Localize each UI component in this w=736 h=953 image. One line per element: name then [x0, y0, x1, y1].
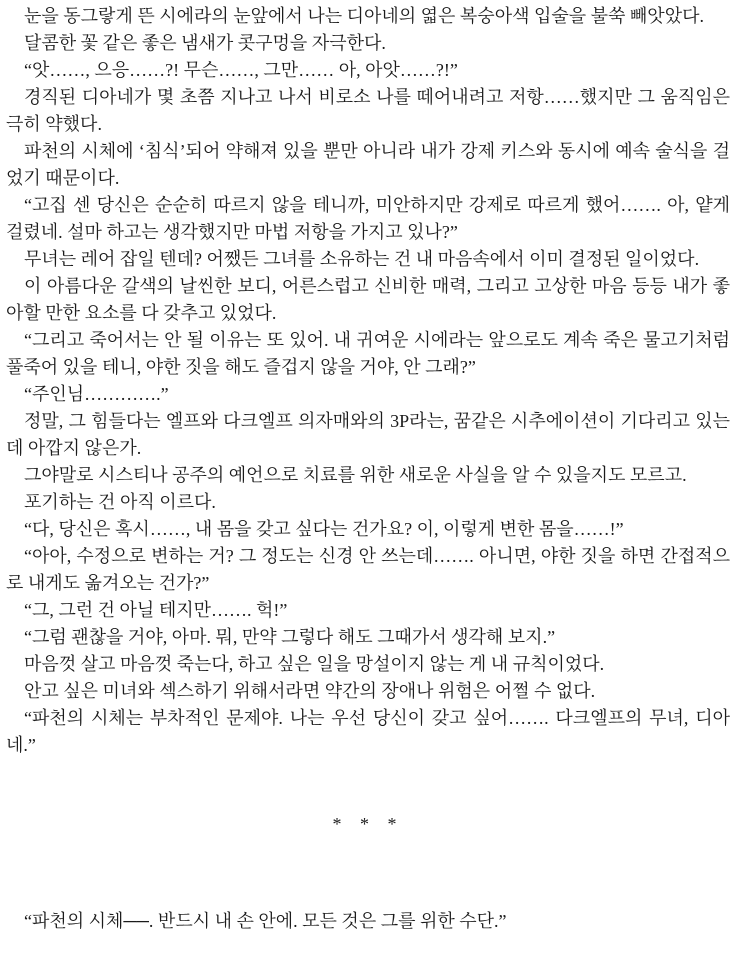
paragraph: 그야말로 시스티나 공주의 예언으로 치료를 위한 새로운 사실을 알 수 있을지도 모르고. — [24, 465, 687, 485]
paragraph: “주인님………….” — [24, 384, 169, 404]
novel-body-text — [6, 3, 730, 759]
paragraph: 달콤한 꽃 같은 좋은 냄새가 콧구멍을 자극한다. — [24, 33, 386, 53]
paragraph: “앗……, 으응……?! 무슨……, 그만…… 아, 아앗……?!” — [24, 60, 458, 80]
paragraph: 이 아름다운 갈색의 날씬한 보디, 어른스럽고 신비한 매력, 그리고 고상한 마음 등등 내가 좋아할 만한 요소를 다 갖추고 있었다. — [6, 276, 730, 323]
paragraph: “아아, 수정으로 변하는 거? 그 정도는 신경 안 쓰는데……. 아니면, 야한 짓을 하면 간접적으로 내게도 옮겨오는 건가?” — [6, 546, 730, 593]
paragraph: “고집 센 당신은 순순히 따르지 않을 테니까, 미안하지만 강제로 따르게 했어……. 아, 얕게 걸렸네. 설마 하고는 생각했지만 마법 저항을 가지고 있나?” — [6, 195, 730, 242]
paragraph: 정말, 그 힘들다는 엘프와 다크엘프 의자매와의 3P라는, 꿈같은 시추에이션이 기다리고 있는데 아깝지 않은가. — [6, 411, 730, 458]
paragraph: 안고 싶은 미녀와 섹스하기 위해서라면 약간의 장애나 위험은 어쩔 수 없다. — [24, 681, 596, 701]
paragraph: “파천의 시체──. 반드시 내 손 안에. 모든 것은 그를 위한 수단.” — [24, 911, 507, 931]
paragraph: 마음껏 살고 마음껏 죽는다, 하고 싶은 일을 망설이지 않는 게 내 규칙이었다. — [24, 654, 605, 674]
paragraph: 포기하는 건 아직 이르다. — [24, 492, 216, 512]
novel-closing-text — [6, 908, 730, 935]
paragraph: 무녀는 레어 잡일 텐데? 어쨌든 그녀를 소유하는 건 내 마음속에서 이미 결정된 일이었다. — [24, 249, 700, 269]
scene-separator: * * * — [332, 814, 404, 834]
paragraph: 파천의 시체에 ‘침식’되어 약해져 있을 뿐만 아니라 내가 강제 키스와 동시에 예속 술식을 걸었기 때문이다. — [6, 141, 730, 188]
paragraph: 경직된 디아네가 몇 초쯤 지나고 나서 비로소 나를 떼어내려고 저항……했지만 그 움직임은 극히 약했다. — [6, 87, 730, 134]
paragraph: “그, 그런 건 아닐 테지만……. 헉!” — [24, 600, 288, 620]
paragraph: “파천의 시체는 부차적인 문제야. 나는 우선 당신이 갖고 싶어……. 다크엘프의 무녀, 디아네.” — [6, 708, 730, 755]
paragraph: 눈을 동그랗게 뜬 시에라의 눈앞에서 나는 디아네의 엷은 복숭아색 입술을 불쑥 빼앗았다. — [24, 6, 704, 26]
paragraph: “다, 당신은 혹시……, 내 몸을 갖고 싶다는 건가요? 이, 이렇게 변한 몸을……!” — [24, 519, 624, 539]
paragraph: “그리고 죽어서는 안 될 이유는 또 있어. 내 귀여운 시에라는 앞으로도 계속 죽은 물고기처럼 풀죽어 있을 테니, 야한 짓을 해도 즐겁지 않을 거야, 안 그래?” — [6, 330, 730, 377]
paragraph: “그럼 괜찮을 거야, 아마. 뭐, 만약 그렇다 해도 그때가서 생각해 보지.” — [24, 627, 556, 647]
